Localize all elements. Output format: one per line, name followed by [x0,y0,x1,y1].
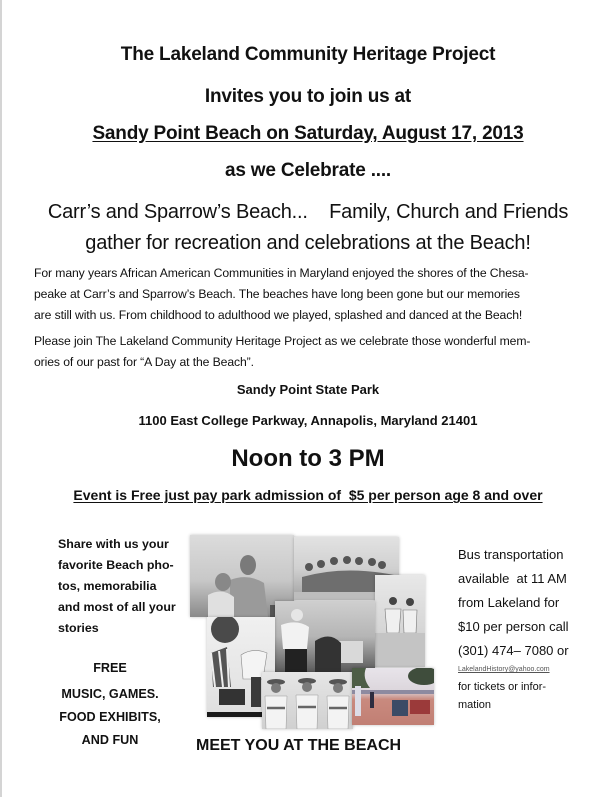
paragraph-line: are still with us. From childhood to adulthood we played, splashed and danced at the Beach! [34,308,523,322]
share-line: favorite Beach pho- [58,558,174,572]
meet-at-beach-footer: MEET YOU AT THE BEACH [196,737,402,754]
tickets-line: mation [458,699,492,711]
celebrate-line: as we Celebrate .... [224,160,392,181]
event-date-text: Sandy Point Beach on Saturday, August 17, 2013 [92,123,524,144]
photo-three-men-icon [262,672,353,729]
paragraph-line: For many years African American Communities in Maryland enjoyed the shores of the Chesa- [34,266,529,280]
free-label: FREE [93,661,127,675]
share-line: Share with us your [58,537,169,551]
subtitle-line-1: Carr’s and Sparrow’s Beach... Family, Church and Friends [47,201,569,223]
bus-line: available at 11 AM [458,571,567,586]
email-link[interactable]: LakelandHistory@yahoo.com [458,666,550,673]
invitation-paragraph [34,331,586,373]
share-line: stories [58,621,99,635]
bus-line: Bus transportation [458,547,564,562]
free-item: MUSIC, GAMES. [61,687,159,701]
bus-phone: (301) 474– 7080 or [458,643,569,658]
bus-line: from Lakeland for [458,595,560,610]
park-address: 1100 East College Parkway, Annapolis, Maryland 21401 [138,413,478,428]
admission-line [0,487,616,503]
admission-text: Event is Free just pay park admission of $5 per person age 8 and over [73,487,543,503]
tickets-line: for tickets or infor- [458,681,547,693]
bus-info-block [458,543,569,713]
photo-beach-icon [352,668,434,725]
free-title [30,656,190,681]
page-left-border [0,0,2,797]
event-time: Noon to 3 PM [231,445,385,472]
event-date-line [0,123,616,145]
invite-line: Invites you to join us at [204,86,412,107]
share-line: tos, memorabilia [58,579,157,593]
photo-two-women-icon [375,575,425,667]
subtitle-line-2: gather for recreation and celebrations at the Beach! [85,232,531,254]
history-paragraph [34,263,586,326]
free-item: AND FUN [81,733,139,747]
two-women-photo [375,575,425,667]
man-in-white-shirt-photo [275,601,375,672]
share-block [58,534,176,639]
paragraph-line: Please join The Lakeland Community Heritage Project as we celebrate those wonderful mem- [34,334,531,348]
free-item: FOOD EXHIBITS, [59,710,161,724]
free-items [30,683,190,752]
bus-line: $10 per person call [458,619,569,634]
share-line: and most of all your [58,600,176,614]
color-beach-scene-photo [352,668,434,725]
org-title: The Lakeland Community Heritage Project [120,44,496,65]
paragraph-line: peake at Carr’s and Sparrow’s Beach. The beaches have long been gone but our memories [34,287,520,301]
park-name: Sandy Point State Park [236,382,380,397]
paragraph-line: ories of our past for “A Day at the Beach”. [34,355,254,369]
three-men-in-hats-photo [262,672,353,729]
photo-man-icon [275,601,375,672]
